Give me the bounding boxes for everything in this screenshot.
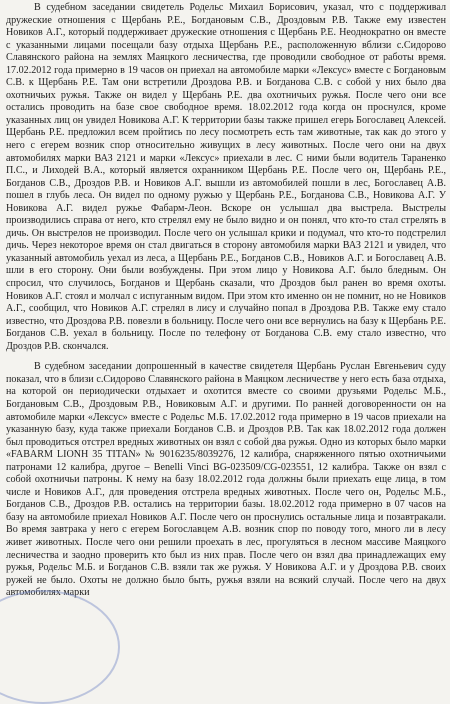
testimony-rodels-paragraph: В судебном заседании свидетель Родельс Михаил Борисович, указал, что с поддерживал дружеские отношения с Щербань Р.Е., Богдановым С.В., Дроздовым Р.В. Также ему известен Новиков А.Г., который поддерживает дружеские отношения с Щербань Р.Е. Неоднократно он вместе с указанными лицами посещали базу отдыха Щербань Р.Е., расположенную вблизи с.Сидорово Славянского района на землях Маяцкого лесничества, где проводили свободное от работы время. 17.02.2012 года примерно в 19 часов он приехал на автомобиле марки «Лексус» вместе с Богдановым С.В. к Щербань Р.Е. Там они встретили Дроздова Р.В. и Богданова С.В. с собой у них было два охотничьих ружья. Также он видел у Щербань Р.Е. два охотничьих ружья. После чего они все остались проводить на базе свое свободное время. 18.02.2012 года когда он проснулся, кроме указанных лиц он увидел Новикова А.Г. К территории базы также пришел егерь Богославец Алексей. Щербань Р.Е. предложил всем пройтись по лесу посмотреть есть там животные, так как до этого у него с егерем возник спор относительно живущих в лесу животных. После чего они на двух автомобилях марки ВАЗ 2121 и марки «Лексус» приехали в лес. С ними были водитель Тараненко П.С., и Лиходей В.А., который является охранником Щербань Р.Е. После чего он, Щербань Р.Е., Богданов С.В., Дроздов Р.В. и Новиков А.Г. вышли из автомобилей пошли в лес, Богославец А.В. пошел в глубь леса. Он видел по одному ружью у Щербань Р.Е., Богданова С.В., Новикова А.Г. У Новикова А.Г. видел ружье Фабарм-Леон. Вскоре он услышал два выстрела. Выстрелы производились справа от него, кто стрелял ему не было видно и он понял, что кто-то стал стрелять в дичь. Он выстрелов не производил. После чего он услышал крики и подумал, что кто-то подстрелил дичь. Через некоторое время он стал двигаться в сторону автомобиля марки ВАЗ 2121 и увидел, что указанный автомобиль уехал из леса, а Щербань Р.Е., Богданов С.В., Новиков А.Г. и Богославец А.В. шли в его сторону. Они были возбуждены. При этом лицо у Новикова А.Г. было бледным. Он спросил, что случилось, Богданов и Щербань сказали, что Дроздов был ранен во время охоты. Новиков А.Г. стоял и молчал с испуганным видом. При этом кто именно он не помнит, но не Новиков А.Г., сообщил, что Новиков А.Г. стрелял в лису и случайно попал в Дроздова Р.В. Также ему стало известно, что Дроздова Р.В. повезли в больницу. После чего они все вернулись на базу к Щербань Р.Е. Богданов С.В. уехал в больницу. После по телефону от Богданова С.В. ему стало известно, что Дроздов Р.В. скончался. xyxy=(6,2,446,352)
paragraph-spacer xyxy=(6,353,446,361)
testimony-scherban-paragraph: В судебном заседании допрошенный в качестве свидетеля Щербань Руслан Евгеньевич суду показал, что в близи с.Сидорово Славянского района в Маяцком лесничестве у него есть база отдыха, на которой он периодически отдыхает и охотится вместе со своими друзьями Родельс М.Б., Богдановым С.В., Дроздовым Р.В., Новиковым А.Г. и другими. По ранней договоренности он на автомобиле марки «Лексус» вместе с Родельс М.Б. 17.02.2012 года примерно в 19 часов приехали на указанную базу, куда также приехали Богданов С.В. и Дроздов Р.В. Так как 18.02.2012 года должен был проводиться отстрел вредных животных он взял с собой два ружья. Одно из которых было марки «FABARM LIONH 35 TITAN» № 9016235/8039276, 12 калибра, снаряженного пятью охотничьими патронами 12 калибра, другое – Benelli Vinci BG-023509/CG-023551, 12 калибра. Также он взял с собой охотничьи патроны. К нему на базу 18.02.2012 года должны были приехать еще лица, в том числе и Новиков А.Г., для проведения отстрела вредных животных. После чего он, Родельс М.Б., Богданов С.В., Дроздов Р.В. остались на территории базы. 18.02.2012 года примерно в 07 часов на базу на автомобиле приехал Новиков А.Г. После чего он проснулись остальные лица и позавтракали. Во время завтрака у него с егерем Богославцем А.В. возник спор по поводу того, много ли в лесу живет животных. После чего они решили проехать в лес, прогуляться в лесном массиве Маяцкого лесничества и заодно проверить кто был из них прав. После чего он взял два принадлежащих ему ружья, Родельс М.Б. и Богданов С.В. взяли так же ружья. У Новикова А.Г. и у Дроздова Р.В. своих ружей не было. Охоты не должно было быть, ружья взяли на всякий случай. После чего на двух автомобилях марки xyxy=(6,361,446,599)
